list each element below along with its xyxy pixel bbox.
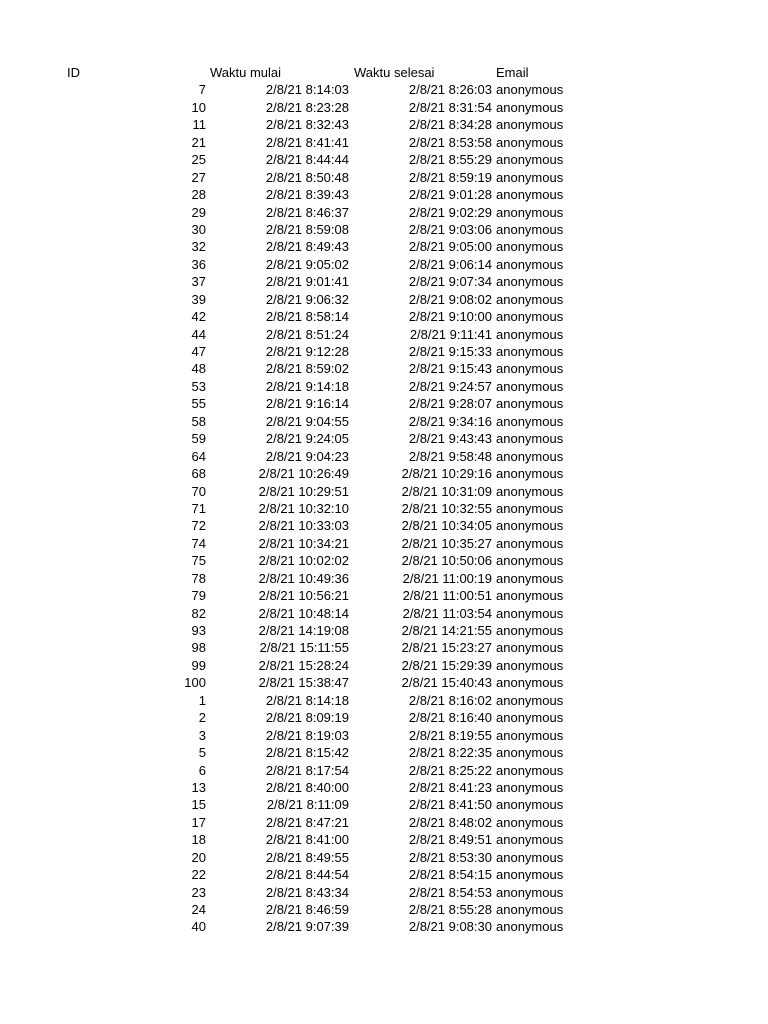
- cell-waktu-selesai: 2/8/21 10:32:55: [401, 500, 492, 516]
- table-row: [0, 918, 768, 935]
- header-waktu-selesai: Waktu selesai: [354, 65, 435, 80]
- table-row: [0, 151, 768, 168]
- cell-email: anonymous: [496, 832, 564, 848]
- cell-id: 82: [191, 605, 206, 621]
- table-row: [0, 273, 768, 290]
- cell-waktu-mulai: 2/8/21 9:01:41: [265, 274, 349, 290]
- cell-waktu-selesai: 2/8/21 8:55:29: [408, 152, 492, 168]
- header-id: ID: [67, 65, 80, 80]
- cell-waktu-mulai: 2/8/21 14:19:08: [258, 623, 349, 638]
- header-email: Email: [496, 65, 529, 80]
- cell-waktu-mulai: 2/8/21 8:40:00: [265, 779, 349, 795]
- cell-id: 48: [191, 361, 206, 377]
- cell-id: 30: [191, 221, 206, 237]
- cell-waktu-mulai: 2/8/21 8:47:21: [265, 814, 349, 830]
- cell-waktu-selesai: 2/8/21 9:28:07: [408, 396, 492, 412]
- cell-id: 2: [198, 710, 206, 726]
- cell-waktu-selesai: 2/8/21 9:01:28: [408, 187, 492, 203]
- cell-email: anonymous: [496, 187, 564, 203]
- cell-waktu-selesai: 2/8/21 9:15:33: [408, 344, 492, 359]
- spreadsheet: [0, 64, 768, 936]
- cell-id: 5: [198, 745, 206, 761]
- cell-email: anonymous: [496, 692, 564, 708]
- table-row: [0, 169, 768, 186]
- cell-waktu-selesai: 2/8/21 8:53:30: [408, 849, 492, 865]
- cell-waktu-mulai: 2/8/21 8:43:34: [265, 884, 349, 900]
- cell-id: 36: [191, 256, 206, 272]
- cell-email: anonymous: [496, 762, 564, 778]
- table-row: [0, 831, 768, 848]
- cell-id: 55: [191, 396, 206, 412]
- cell-waktu-mulai: 2/8/21 9:12:28: [265, 344, 349, 359]
- table-row: [0, 378, 768, 395]
- cell-email: anonymous: [496, 448, 564, 464]
- cell-email: anonymous: [496, 152, 564, 168]
- cell-waktu-selesai: 2/8/21 9:02:29: [408, 204, 492, 220]
- cell-waktu-mulai: 2/8/21 10:48:14: [258, 605, 349, 621]
- cell-waktu-mulai: 2/8/21 9:05:02: [265, 256, 349, 272]
- cell-waktu-selesai: 2/8/21 9:08:02: [408, 291, 492, 307]
- cell-waktu-mulai: 2/8/21 8:09:19: [265, 710, 349, 726]
- cell-email: anonymous: [496, 849, 564, 865]
- table-row: [0, 134, 768, 151]
- cell-email: anonymous: [496, 745, 564, 761]
- table-row: [0, 552, 768, 569]
- cell-email: anonymous: [496, 169, 564, 185]
- cell-id: 70: [191, 483, 206, 499]
- cell-waktu-selesai: 2/8/21 8:41:23: [408, 779, 492, 795]
- cell-id: 47: [191, 344, 206, 359]
- cell-email: anonymous: [496, 431, 564, 447]
- cell-id: 98: [191, 640, 206, 656]
- cell-email: anonymous: [496, 326, 564, 342]
- table-row: [0, 727, 768, 744]
- cell-email: anonymous: [496, 204, 564, 220]
- cell-waktu-mulai: 2/8/21 10:49:36: [258, 570, 349, 586]
- cell-waktu-mulai: 2/8/21 8:49:55: [265, 849, 349, 865]
- cell-email: anonymous: [496, 291, 564, 307]
- cell-id: 44: [191, 326, 206, 342]
- cell-waktu-selesai: 2/8/21 8:54:15: [408, 867, 492, 883]
- cell-waktu-mulai: 2/8/21 8:59:08: [265, 221, 349, 237]
- cell-waktu-selesai: 2/8/21 10:29:16: [401, 466, 492, 482]
- header-row: [0, 64, 768, 81]
- cell-id: 3: [198, 727, 206, 743]
- cell-waktu-mulai: 2/8/21 8:39:43: [265, 187, 349, 203]
- cell-waktu-selesai: 2/8/21 14:21:55: [401, 623, 492, 638]
- cell-waktu-selesai: 2/8/21 9:43:43: [408, 431, 492, 447]
- cell-id: 40: [191, 919, 206, 935]
- cell-waktu-selesai: 2/8/21 10:50:06: [401, 553, 492, 569]
- cell-id: 68: [191, 466, 206, 482]
- cell-email: anonymous: [496, 779, 564, 795]
- cell-id: 75: [191, 553, 206, 569]
- table-row: [0, 186, 768, 203]
- table-row: [0, 448, 768, 465]
- cell-email: anonymous: [496, 500, 564, 516]
- cell-id: 10: [191, 99, 206, 115]
- cell-email: anonymous: [496, 588, 564, 604]
- table-row: [0, 465, 768, 482]
- table-row: [0, 395, 768, 412]
- cell-waktu-mulai: 2/8/21 8:41:00: [265, 832, 349, 848]
- cell-id: 32: [191, 239, 206, 255]
- cell-waktu-selesai: 2/8/21 10:31:09: [401, 483, 492, 499]
- cell-id: 23: [191, 884, 206, 900]
- cell-waktu-selesai: 2/8/21 8:16:02: [408, 692, 492, 708]
- table-row: [0, 204, 768, 221]
- cell-id: 72: [191, 518, 206, 534]
- cell-waktu-mulai: 2/8/21 10:26:49: [258, 466, 349, 482]
- table-row: [0, 221, 768, 238]
- cell-waktu-selesai: 2/8/21 15:23:27: [401, 640, 492, 656]
- cell-waktu-mulai: 2/8/21 10:34:21: [258, 535, 349, 551]
- cell-email: anonymous: [496, 483, 564, 499]
- cell-id: 24: [191, 902, 206, 917]
- table-row: [0, 535, 768, 552]
- table-row: [0, 343, 768, 360]
- cell-waktu-mulai: 2/8/21 10:02:02: [258, 553, 349, 569]
- cell-waktu-selesai: 2/8/21 8:48:02: [408, 814, 492, 830]
- cell-id: 17: [191, 814, 206, 830]
- table-row: [0, 744, 768, 761]
- cell-id: 7: [198, 82, 206, 98]
- table-row: [0, 814, 768, 831]
- cell-waktu-selesai: 2/8/21 9:34:16: [408, 413, 492, 429]
- cell-waktu-mulai: 2/8/21 8:14:03: [265, 82, 349, 98]
- cell-id: 64: [191, 448, 206, 464]
- cell-id: 13: [191, 779, 206, 795]
- table-row: [0, 779, 768, 796]
- cell-id: 27: [191, 169, 206, 185]
- cell-waktu-selesai: 2/8/21 9:11:41: [409, 326, 492, 342]
- cell-waktu-mulai: 2/8/21 9:24:05: [265, 431, 349, 447]
- cell-email: anonymous: [496, 710, 564, 726]
- cell-waktu-mulai: 2/8/21 9:06:32: [265, 291, 349, 307]
- cell-email: anonymous: [496, 657, 564, 673]
- cell-waktu-selesai: 2/8/21 8:59:19: [408, 169, 492, 185]
- cell-waktu-selesai: 2/8/21 9:05:00: [408, 239, 492, 255]
- cell-email: anonymous: [496, 274, 564, 290]
- table-body: [0, 81, 768, 935]
- cell-waktu-selesai: 2/8/21 9:58:48: [408, 448, 492, 464]
- cell-waktu-mulai: 2/8/21 15:28:24: [258, 657, 349, 673]
- cell-id: 20: [191, 849, 206, 865]
- cell-email: anonymous: [496, 221, 564, 237]
- cell-waktu-selesai: 2/8/21 8:26:03: [408, 82, 492, 98]
- cell-waktu-mulai: 2/8/21 15:38:47: [258, 675, 349, 691]
- table-row: [0, 622, 768, 639]
- cell-email: anonymous: [496, 239, 564, 255]
- cell-waktu-mulai: 2/8/21 9:16:14: [265, 396, 349, 412]
- table-row: [0, 517, 768, 534]
- cell-waktu-mulai: 2/8/21 8:44:44: [265, 152, 349, 168]
- cell-waktu-selesai: 2/8/21 9:10:00: [408, 309, 492, 325]
- cell-email: anonymous: [496, 902, 564, 917]
- cell-waktu-mulai: 2/8/21 9:14:18: [265, 378, 349, 394]
- cell-waktu-mulai: 2/8/21 8:46:59: [265, 902, 349, 917]
- cell-waktu-selesai: 2/8/21 8:53:58: [408, 134, 492, 150]
- cell-waktu-mulai: 2/8/21 8:41:41: [265, 134, 349, 150]
- cell-waktu-mulai: 2/8/21 8:59:02: [265, 361, 349, 377]
- cell-waktu-selesai: 2/8/21 10:34:05: [401, 518, 492, 534]
- cell-email: anonymous: [496, 466, 564, 482]
- cell-email: anonymous: [496, 134, 564, 150]
- table-row: [0, 116, 768, 133]
- cell-id: 71: [191, 500, 206, 516]
- cell-waktu-mulai: 2/8/21 9:04:55: [265, 413, 349, 429]
- cell-waktu-mulai: 2/8/21 8:17:54: [265, 762, 349, 778]
- table-row: [0, 884, 768, 901]
- cell-waktu-mulai: 2/8/21 8:49:43: [265, 239, 349, 255]
- cell-email: anonymous: [496, 518, 564, 534]
- cell-id: 74: [191, 535, 206, 551]
- cell-waktu-selesai: 2/8/21 15:29:39: [401, 657, 492, 673]
- table-row: [0, 500, 768, 517]
- cell-waktu-selesai: 2/8/21 9:06:14: [408, 256, 492, 272]
- cell-id: 37: [191, 274, 206, 290]
- cell-waktu-mulai: 2/8/21 8:58:14: [265, 309, 349, 325]
- cell-email: anonymous: [496, 797, 564, 813]
- cell-waktu-selesai: 2/8/21 8:41:50: [408, 797, 492, 813]
- cell-id: 100: [184, 675, 206, 691]
- table-row: [0, 430, 768, 447]
- table-row: [0, 570, 768, 587]
- cell-email: anonymous: [496, 605, 564, 621]
- table-row: [0, 796, 768, 813]
- cell-waktu-mulai: 2/8/21 8:50:48: [265, 169, 349, 185]
- cell-email: anonymous: [496, 396, 564, 412]
- cell-waktu-selesai: 2/8/21 9:15:43: [408, 361, 492, 377]
- cell-waktu-selesai: 2/8/21 11:00:51: [402, 588, 492, 604]
- cell-waktu-selesai: 2/8/21 15:40:43: [401, 675, 492, 691]
- table-row: [0, 238, 768, 255]
- cell-id: 22: [191, 867, 206, 883]
- table-row: [0, 762, 768, 779]
- cell-email: anonymous: [496, 413, 564, 429]
- cell-waktu-selesai: 2/8/21 9:08:30: [408, 919, 492, 935]
- cell-waktu-selesai: 2/8/21 8:49:51: [408, 832, 492, 848]
- table-row: [0, 291, 768, 308]
- cell-email: anonymous: [496, 309, 564, 325]
- cell-id: 39: [191, 291, 206, 307]
- cell-email: anonymous: [496, 727, 564, 743]
- table-row: [0, 308, 768, 325]
- header-waktu-mulai: Waktu mulai: [210, 65, 282, 80]
- cell-email: anonymous: [496, 117, 564, 133]
- cell-email: anonymous: [496, 570, 564, 586]
- table-row: [0, 866, 768, 883]
- cell-email: anonymous: [496, 919, 564, 935]
- cell-waktu-mulai: 2/8/21 8:51:24: [265, 326, 349, 342]
- cell-waktu-selesai: 2/8/21 8:34:28: [408, 117, 492, 133]
- cell-email: anonymous: [496, 867, 564, 883]
- cell-waktu-mulai: 2/8/21 8:32:43: [265, 117, 349, 133]
- cell-email: anonymous: [496, 640, 564, 656]
- cell-id: 53: [191, 378, 206, 394]
- cell-id: 29: [191, 204, 206, 220]
- cell-email: anonymous: [496, 378, 564, 394]
- cell-waktu-mulai: 2/8/21 8:44:54: [265, 867, 349, 883]
- cell-email: anonymous: [496, 82, 564, 98]
- cell-waktu-selesai: 2/8/21 10:35:27: [401, 535, 492, 551]
- cell-waktu-mulai: 2/8/21 8:14:18: [265, 692, 349, 708]
- table-row: [0, 605, 768, 622]
- cell-id: 21: [191, 134, 206, 150]
- table-row: [0, 639, 768, 656]
- cell-waktu-selesai: 2/8/21 9:03:06: [408, 221, 492, 237]
- cell-id: 42: [191, 309, 206, 325]
- cell-id: 78: [191, 570, 206, 586]
- cell-email: anonymous: [496, 553, 564, 569]
- cell-waktu-mulai: 2/8/21 8:19:03: [265, 727, 349, 743]
- cell-email: anonymous: [496, 814, 564, 830]
- cell-waktu-mulai: 2/8/21 8:23:28: [265, 99, 349, 115]
- table-row: [0, 483, 768, 500]
- cell-id: 1: [198, 692, 206, 708]
- cell-id: 28: [191, 187, 206, 203]
- table-row: [0, 256, 768, 273]
- cell-email: anonymous: [496, 675, 564, 691]
- table-row: [0, 326, 768, 343]
- cell-waktu-mulai: 2/8/21 10:33:03: [258, 518, 349, 534]
- cell-waktu-selesai: 2/8/21 11:00:19: [402, 570, 492, 586]
- cell-waktu-mulai: 2/8/21 10:56:21: [258, 588, 349, 604]
- table-row: [0, 587, 768, 604]
- table-row: [0, 901, 768, 918]
- cell-waktu-selesai: 2/8/21 8:16:40: [408, 710, 492, 726]
- cell-waktu-selesai: 2/8/21 8:22:35: [408, 745, 492, 761]
- cell-email: anonymous: [496, 256, 564, 272]
- cell-waktu-selesai: 2/8/21 8:54:53: [408, 884, 492, 900]
- cell-email: anonymous: [496, 344, 564, 359]
- table-row: [0, 692, 768, 709]
- table-row: [0, 413, 768, 430]
- cell-email: anonymous: [496, 535, 564, 551]
- cell-waktu-mulai: 2/8/21 9:07:39: [265, 919, 349, 935]
- cell-waktu-selesai: 2/8/21 8:31:54: [408, 99, 492, 115]
- cell-id: 15: [191, 797, 206, 813]
- cell-id: 93: [191, 623, 206, 638]
- table-row: [0, 657, 768, 674]
- cell-waktu-selesai: 2/8/21 11:03:54: [402, 605, 492, 621]
- cell-waktu-selesai: 2/8/21 9:24:57: [408, 378, 492, 394]
- cell-waktu-selesai: 2/8/21 8:25:22: [408, 762, 492, 778]
- cell-waktu-selesai: 2/8/21 8:55:28: [408, 902, 492, 917]
- cell-id: 6: [198, 762, 206, 778]
- cell-email: anonymous: [496, 884, 564, 900]
- cell-id: 18: [191, 832, 206, 848]
- table-row: [0, 99, 768, 116]
- cell-id: 59: [191, 431, 206, 447]
- table-row: [0, 709, 768, 726]
- cell-waktu-selesai: 2/8/21 9:07:34: [408, 274, 492, 290]
- cell-id: 25: [191, 152, 206, 168]
- cell-waktu-mulai: 2/8/21 8:15:42: [265, 745, 349, 761]
- cell-waktu-mulai: 2/8/21 10:32:10: [258, 500, 349, 516]
- cell-id: 79: [191, 588, 206, 604]
- cell-id: 11: [192, 117, 206, 133]
- cell-waktu-mulai: 2/8/21 10:29:51: [258, 483, 349, 499]
- table-row: [0, 360, 768, 377]
- cell-waktu-mulai: 2/8/21 15:11:55: [259, 640, 349, 656]
- cell-email: anonymous: [496, 99, 564, 115]
- cell-id: 58: [191, 413, 206, 429]
- cell-id: 99: [191, 657, 206, 673]
- table-row: [0, 674, 768, 691]
- cell-email: anonymous: [496, 623, 564, 638]
- cell-waktu-mulai: 2/8/21 9:04:23: [265, 448, 349, 464]
- table-row: [0, 81, 768, 98]
- cell-waktu-mulai: 2/8/21 8:11:09: [266, 797, 349, 813]
- cell-waktu-selesai: 2/8/21 8:19:55: [408, 727, 492, 743]
- table-row: [0, 849, 768, 866]
- cell-waktu-mulai: 2/8/21 8:46:37: [265, 204, 349, 220]
- cell-email: anonymous: [496, 361, 564, 377]
